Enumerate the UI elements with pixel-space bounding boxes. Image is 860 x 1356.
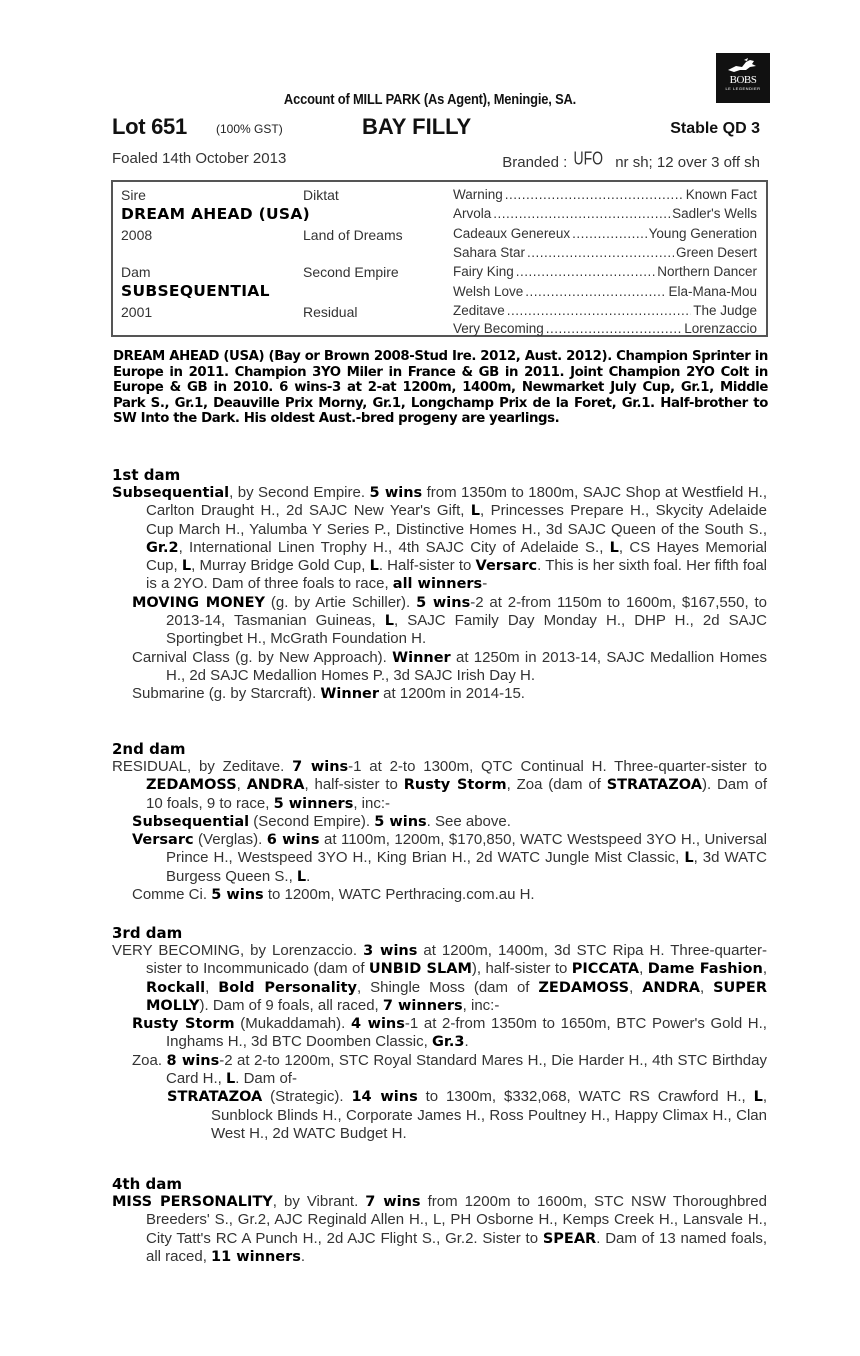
dam-year: 2001 xyxy=(121,304,153,320)
emphasis-text: 7 wins xyxy=(365,1194,421,1210)
progeny-entry: Subsequential (Second Empire). 5 wins. See above. xyxy=(132,812,511,830)
emphasis-text: all winners xyxy=(392,576,483,593)
grand-pedigree-row xyxy=(453,226,757,241)
section-heading: 4th dam xyxy=(112,1175,182,1193)
grand-horse: Sahara Star xyxy=(453,245,526,260)
leader-dots xyxy=(572,226,647,241)
emphasis-text: Rockall xyxy=(146,979,206,996)
brand-mark-icon: UFO xyxy=(573,147,604,169)
grand-progeny-entry: STRATAZOA (Strategic). 14 wins to 1300m, $332,068, WATC RS Crawford H., L, Sunblock Blinds H., Corporate James H., Ross Poultney H., Happy Climax H., Clan West H., 2d WATC Budget H. xyxy=(167,1088,768,1142)
first-dam-section xyxy=(112,466,767,704)
branded-detail: nr sh; 12 over 3 off sh xyxy=(615,154,760,171)
grand-horse: Very Becoming xyxy=(453,321,544,336)
emphasis-text: MOVING MONEY xyxy=(132,594,266,611)
grand-pedigree-row xyxy=(453,264,757,279)
emphasis-text: Dame Fashion xyxy=(647,961,763,978)
grand-pedigree-row xyxy=(453,284,757,299)
emphasis-text: L xyxy=(181,558,192,575)
horse-emblem-icon xyxy=(726,58,760,74)
grand-pedigree-row xyxy=(453,245,757,260)
emphasis-text: 7 wins xyxy=(292,759,349,775)
logo-brand: BOBS xyxy=(729,74,757,86)
emphasis-text: Versarc xyxy=(132,832,194,849)
grand-pedigree-row xyxy=(453,206,757,221)
grand-pedigree-row xyxy=(453,187,757,202)
progeny-entry: Versarc (Verglas). 6 wins at 1100m, 1200m, $170,850, WATC Westspeed 3YO H., Universal Prince H., Westspeed 3YO H., King Brian H., 2d WATC Jungle Mist Classic, L, 3d WATC Burgess Queen S., L. xyxy=(132,831,767,885)
grand-horse: Welsh Love xyxy=(453,284,524,299)
foaled-date: Foaled 14th October 2013 xyxy=(112,150,287,167)
sire-summary: DREAM AHEAD (USA) (Bay or Brown 2008-Stud Ire. 2012, Aust. 2012). Champion Sprinter in Europe in 2011. Champion 3YO Miler in France & GB in 2011. Joint Champion 2YO Colt in Europe & GB in 2010. 6 wins-3 at 2-at 1200m, 1400m, Newmarket July Cup, Gr.1, Middle Park S., Gr.1, Deauville Prix Morny, Gr.1, Longchamp Prix de la Foret, Gr.1. Half-brother to SW Into the Dark. His oldest Aust.-bred progeny are yearlings. xyxy=(113,349,768,426)
grand-sire: The Judge xyxy=(693,303,757,318)
leader-dots xyxy=(505,187,684,202)
dam-sire: Second Empire xyxy=(303,264,399,280)
branding-info xyxy=(502,147,760,171)
dam-record: RESIDUAL, by Zeditave. 7 wins-1 at 2-to 1300m, QTC Continual H. Three-quarter-sister to ZEDAMOSS, ANDRA, half-sister to Rusty Storm, Zoa (dam of STRATAZOA). Dam of 10 foals, 9 to race, 5 winners, inc:- xyxy=(112,758,767,812)
emphasis-text: 3 wins xyxy=(363,943,418,959)
emphasis-text: 6 wins xyxy=(266,832,320,849)
sire-label: Sire xyxy=(121,187,146,203)
emphasis-text: ZEDAMOSS xyxy=(146,777,237,794)
grand-sire: Young Generation xyxy=(648,226,757,241)
progeny-entry: MOVING MONEY (g. by Artie Schiller). 5 wins-2 at 2-from 1150m to 1600m, $167,550, to 2013-14, Tasmanian Guineas, L, SAJC Family Day Monday H., DHP H., 2d SAJC Sportingbet H., McGrath Foundation H. xyxy=(132,593,768,648)
leader-dots xyxy=(507,303,691,318)
emphasis-text: L xyxy=(226,1071,236,1088)
sire-name: DREAM AHEAD (USA) xyxy=(121,205,311,223)
emphasis-text: ANDRA xyxy=(246,777,305,794)
dam-record: MISS PERSONALITY, by Vibrant. 7 wins from 1200m to 1600m, STC NSW Thoroughbred Breeders' S., Gr.2, AJC Reginald Allen H., L, PH Osborne H., Kemps Creek H., Lansvale H., City Tatt's RC A Punch H., 2d AJC Flight S., Gr.2. Sister to SPEAR. Dam of 13 named foals, all raced, 11 winners. xyxy=(112,1193,767,1265)
emphasis-text: 14 wins xyxy=(351,1089,418,1106)
vendor-account: Account of MILL PARK (As Agent), Meningie, SA. xyxy=(283,91,577,108)
branded-label: Branded : xyxy=(502,154,568,171)
emphasis-text: Winner xyxy=(392,649,451,666)
stable-location: Stable QD 3 xyxy=(670,120,760,137)
emphasis-text: Gr.3 xyxy=(431,1034,465,1051)
emphasis-text: L xyxy=(609,539,619,556)
emphasis-text: L xyxy=(369,558,379,575)
second-dam-section xyxy=(112,740,767,904)
emphasis-text: Rusty Storm xyxy=(403,777,507,794)
section-heading: 2nd dam xyxy=(112,740,186,758)
grand-sire: Known Fact xyxy=(685,187,757,202)
grand-sire: Sadler's Wells xyxy=(672,206,757,221)
emphasis-text: ANDRA xyxy=(642,979,700,996)
emphasis-text: Subsequential xyxy=(132,813,250,830)
emphasis-text: STRATAZOA xyxy=(606,777,702,794)
emphasis-text: 5 winners xyxy=(273,795,354,812)
sire-dam: Land of Dreams xyxy=(303,227,403,243)
progeny-entry: Rusty Storm (Mukaddamah). 4 wins-1 at 2-from 1350m to 1650m, BTC Power's Gold H., Inghams H., 3d BTC Doomben Classic, Gr.3. xyxy=(132,1015,767,1051)
emphasis-text: Gr.2 xyxy=(146,539,179,556)
emphasis-text: ZEDAMOSS xyxy=(538,979,630,996)
emphasis-text: 8 wins xyxy=(166,1052,220,1069)
leader-dots xyxy=(546,321,682,336)
leader-dots xyxy=(527,245,674,260)
grand-pedigree-row xyxy=(453,321,757,336)
lot-number: Lot 651 xyxy=(112,114,187,139)
grand-sire: Lorenzaccio xyxy=(684,321,757,336)
section-heading: 3rd dam xyxy=(112,924,183,942)
pedigree-table xyxy=(111,180,768,337)
sire-year: 2008 xyxy=(121,227,153,243)
progeny-entry: Zoa. 8 wins-2 at 2-to 1200m, STC Royal Standard Mares H., Die Harder H., 4th STC Birthday Card H., L. Dam of- xyxy=(132,1051,767,1088)
dam-dam: Residual xyxy=(303,304,358,320)
emphasis-text: L xyxy=(753,1089,763,1106)
third-dam-section xyxy=(112,924,767,1143)
emphasis-text: Winner xyxy=(320,686,380,703)
leader-dots xyxy=(516,264,655,279)
emphasis-text: MISS PERSONALITY xyxy=(112,1194,273,1210)
emphasis-text: 5 wins xyxy=(374,813,427,830)
emphasis-text: Subsequential xyxy=(112,485,230,501)
emphasis-text: 11 winners xyxy=(211,1248,301,1265)
emphasis-text: Rusty Storm xyxy=(132,1016,235,1033)
section-heading: 1st dam xyxy=(112,466,181,484)
dam-record: VERY BECOMING, by Lorenzaccio. 3 wins at 1200m, 1400m, 3d STC Ripa H. Three-quarter-sister to Incommunicado (dam of UNBID SLAM), half-sister to PICCATA, Dame Fashion, Rockall, Bold Personality, Shingle Moss (dam of ZEDAMOSS, ANDRA, SUPER MOLLY). Dam of 9 foals, all raced, 7 winners, inc:- xyxy=(112,942,767,1014)
emphasis-text: L xyxy=(296,868,307,885)
emphasis-text: STRATAZOA xyxy=(167,1089,263,1106)
emphasis-text: 5 wins xyxy=(211,887,264,904)
emphasis-text: L xyxy=(470,503,481,520)
fourth-dam-section xyxy=(112,1175,767,1266)
grand-horse: Fairy King xyxy=(453,264,514,279)
dam-record: Subsequential, by Second Empire. 5 wins from 1350m to 1800m, SAJC Shop at Westfield H., Carlton Draught H., 2d SAJC New Year's Gift, L, Princesses Prepare H., Skycity Adelaide Cup March H., Yalumba Y Series P., Distinctive Homes H., 3d SAJC Queen of the South S., Gr.2, International Linen Trophy H., 4th SAJC City of Adelaide S., L, CS Hayes Memorial Cup, L, Murray Bridge Gold Cup, L. Half-sister to Versarc. This is her sixth foal. Her fifth foal is a 2YO. Dam of three foals to race, all winners- xyxy=(112,484,768,593)
grand-horse: Arvola xyxy=(453,206,492,221)
horse-description: BAY FILLY xyxy=(362,114,472,139)
grand-horse: Zeditave xyxy=(453,303,505,318)
leader-dots xyxy=(493,206,670,221)
grand-pedigree-row xyxy=(453,303,757,318)
sire-sire: Diktat xyxy=(303,187,339,203)
grand-horse: Cadeaux Genereux xyxy=(453,226,571,241)
grand-sire: Ela-Mana-Mou xyxy=(668,284,757,299)
dam-name: SUBSEQUENTIAL xyxy=(121,282,270,300)
dam-label: Dam xyxy=(121,264,151,280)
grand-sire: Northern Dancer xyxy=(657,264,757,279)
emphasis-text: SPEAR xyxy=(542,1230,597,1247)
grand-sire: Green Desert xyxy=(675,245,757,260)
emphasis-text: UNBID SLAM xyxy=(368,961,472,978)
progeny-entry: Submarine (g. by Starcraft). Winner at 1200m in 2014-15. xyxy=(132,685,525,703)
progeny-entry: Carnival Class (g. by New Approach). Winner at 1250m in 2013-14, SAJC Medallion Homes H., 2d SAJC Medallion Homes P., 3d SAJC Irish Day H. xyxy=(132,648,767,684)
leader-dots xyxy=(525,284,666,299)
progeny-entry: Comme Ci. 5 wins to 1200m, WATC Perthracing.com.au H. xyxy=(132,886,535,904)
emphasis-text: L xyxy=(384,613,394,630)
emphasis-text: Bold Personality xyxy=(218,979,358,996)
emphasis-text: 5 wins xyxy=(369,485,423,501)
emphasis-text: Versarc xyxy=(475,558,538,575)
emphasis-text: 5 wins xyxy=(416,594,471,611)
emphasis-text: 4 wins xyxy=(350,1016,405,1033)
logo-subtitle: LE LEGENDIER xyxy=(725,86,761,91)
grand-horse: Warning xyxy=(453,187,503,202)
emphasis-text: SUPER MOLLY xyxy=(146,979,767,1014)
emphasis-text: 7 winners xyxy=(382,997,463,1014)
emphasis-text: L xyxy=(684,850,694,867)
emphasis-text: PICCATA xyxy=(571,961,640,978)
gst-note: (100% GST) xyxy=(216,122,283,136)
